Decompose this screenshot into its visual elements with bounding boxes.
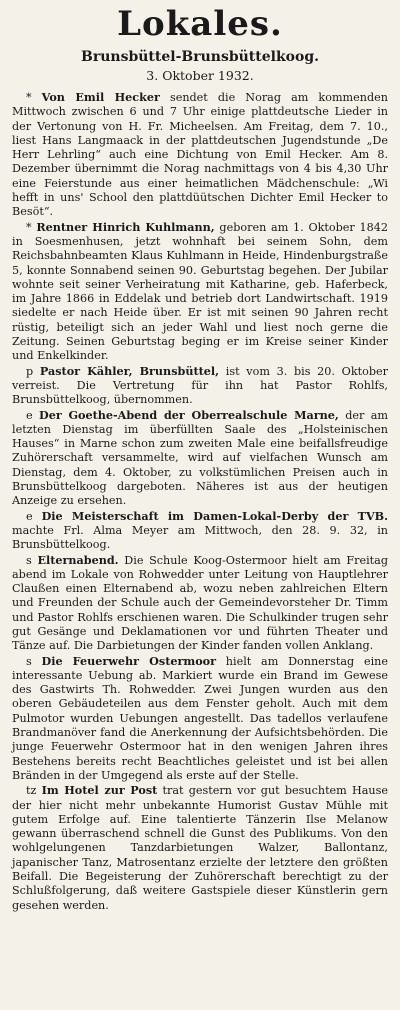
article-feuerwehr: s Die Feuerwehr Ostermoor hielt am Donnerstag eine interessante Uebung ab. Markiert wurde ein Brand im Gewese des Gastwirts Th. Rohwedder. Zwei Jungen wurden aus den oberen Gebäudeteilen aus dem Fenster geholt. Auch mit dem Pulmotor wurden Uebungen angestellt. Das tadellos verlaufene Brandmanöver fand die Anerkennung der Aufsichtsbehörden. Die junge Feuerwehr Ostermoor hat in den wenigen Jahren ihres Bestehens bereits recht Beachtliches geleistet und ist bei allen Bränden in der Umgegend als erste auf der Stelle. xyxy=(12,653,389,782)
dateline: 3. Oktober 1932. xyxy=(146,68,254,83)
article-pastor-kaehler: p Pastor Kähler, Brunsbüttel, ist vom 3. bis 20. Oktober verreist. Die Vertretung für ihn hat Pastor Rohlfs, Brunsbüttelkoog, übernommen. xyxy=(12,363,388,407)
article-emil-hecker: * Von Emil Hecker sendet die Norag am kommenden Mittwoch zwischen 6 und 7 Uhr einige plattdeutsche Lieder in der Vertonung von H. Fr. Micheelsen. Am Freitag, dem 7. 10., liest Hans Langmaack in der plattdeutschen Jugendstunde „De Herr Lehrling“ auch eine Dichtung von Emil Hecker. Am 8. Dezember übernimmt die Norag nachmittags von 4 bis 4,30 Uhr eine Feierstunde aus einer heimatlichen Mädchenschule: „Wi hefft in uns' School den plattdüütschen Dichter Emil Hecker to Besöt“. xyxy=(12,90,388,219)
article-meisterschaft: e Die Meisterschaft im Damen-Lokal-Derby der TVB. machte Frl. Alma Meyer am Mittwoch, den 28. 9. 32, in Brunsbüttelkoog. xyxy=(12,508,388,552)
article-elternabend: s Elternabend. Die Schule Koog-Ostermoor hielt am Freitag abend im Lokale von Rohwedder unter Leitung von Hauptlehrer Claußen einen Elternabend ab, wozu neben zahlreichen Eltern und Freunden der Schule auch der Gemeindevorsteher Dr. Timm und Pastor Rohlfs erschienen waren. Die Schulkinder trugen sehr gut Gesänge und Deklamationen vor und führten Theater und Tänze auf. Die Darbietungen der Kinder fanden vollen Anklang. xyxy=(12,552,389,653)
article-hotel-zur-post: tz Im Hotel zur Post trat gestern vor gut besuchtem Hause der hier nicht mehr unbekannte Humorist Gustav Mühle mit gutem Erfolge auf. Eine talentierte Tänzerin Ilse Melanow gewann überraschend schnell die Gunst des Publikums. Von den wohlgelungenen Tanzdarbietungen Walzer, Ballontanz, japanischer Tanz, Matrosentanz erzielte der letztere den größten Beifall. Die Begeisterung der Zuhörerschaft berechtigt zu der Schlußfolgerung, daß weitere Gastspiele dieser Künstlerin gern gesehen werden. xyxy=(12,783,388,912)
article-kuhlmann: * Rentner Hinrich Kuhlmann, geboren am 1. Oktober 1842 in Soesmenhusen, jetzt wohnhaft bei seinem Sohn, dem Reichsbahnbeamten Klaus Kuhlmann in Heide, Hindenburgstraße 5, konnte Sonnabend seinen 90. Geburtstag begehen. Der Jubilar wohnte seit seiner Verheiratung mit Katharine, geb. Haferbeck, im Jahre 1866 in Eddelak und betrieb dort Landwirtschaft. 1919 siedelte er nach Heide über. Er ist mit seinen 90 Jahren recht rüstig, beteiligt sich an jeder Wahl und liest noch gerne die Zeitung. Seinen Geburtstag beging er im Kreise seiner Kinder und Enkelkinder. xyxy=(12,219,388,363)
article-goethe-abend: e Der Goethe-Abend der Oberrealschule Marne, der am letzten Dienstag im überfüllten Saale des „Holsteinischen Hauses“ in Marne schon zum zweiten Male eine beifallsfreudige Zuhörerschaft versammelte, wird auf vielfachen Wunsch am Dienstag, dem 4. Oktober, zu volkstümlichen Preisen auch in Brunsbüttelkoog dargeboten. Näheres ist aus der heutigen Anzeige zu ersehen. xyxy=(12,407,389,508)
section-title: Lokales. xyxy=(117,4,283,44)
place-heading: Brunsbüttel-Brunsbüttelkoog. xyxy=(81,49,319,65)
